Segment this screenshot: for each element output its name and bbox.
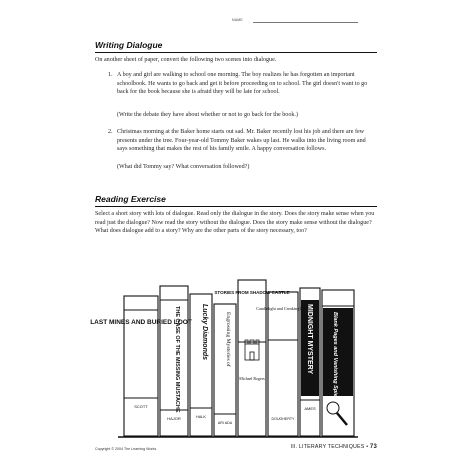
copyright-text: Copyright © 2004 The Learning Works bbox=[95, 447, 157, 451]
page-number: 73 bbox=[369, 444, 377, 450]
page-footer bbox=[291, 444, 377, 450]
book-1-author: SCOTT bbox=[134, 404, 148, 409]
item-1-text: A boy and girl are walking to school one morning. The boy realizes he has forgotten an important schoolbook. He wants to go back and get it before proceeding on to school. The girl doesn't want to go back for the book because she is afraid they will be late for school. bbox=[117, 72, 368, 96]
book-4-author: ARI ADA bbox=[217, 421, 233, 425]
book-1-title: LAST MINES AND BURIED LOOT bbox=[90, 319, 192, 326]
item-1-note: (Write the debate they have about whether or not to go back for the book.) bbox=[117, 112, 298, 118]
item-1-number: 1. bbox=[108, 72, 113, 78]
book-3-author: HALK bbox=[196, 415, 206, 419]
book-7-title: MIDNIGHT MYSTERY bbox=[306, 304, 313, 375]
book-3-title: Lucky Diamonds bbox=[201, 304, 208, 361]
book-7-author: AMES bbox=[304, 406, 316, 411]
name-label: NAME bbox=[232, 18, 243, 22]
item-2-number: 2. bbox=[108, 129, 113, 135]
book-2-spine bbox=[160, 286, 188, 436]
book-6-title: Candlelight and Creaking Stairs bbox=[256, 306, 310, 311]
reading-text: Select a short story with lots of dialogue. Read only the dialogue in the story. Does the story make sense when you read just the dialogue? Now read the story without the dialogue. Does the story make sense without the dialogue? What does dialogue add to a story? Why are the other parts of the story necessary, too? bbox=[95, 211, 375, 235]
book-5-title: STORIES FROM SHADOW CASTLE bbox=[214, 290, 290, 295]
reading-title-rule bbox=[95, 206, 377, 207]
item-2-text: Christmas morning at the Baker home starts out sad. Mr. Baker recently lost his job and there are few presents under the tree. Four-year-old Tommy Baker wakes up last. He walks into the living room and says something that makes the rest of his family smile. A happy conversation follows. bbox=[117, 129, 366, 153]
book-6-author: DOUGHERTY bbox=[271, 417, 295, 421]
book-2-author: HAJOR bbox=[167, 416, 181, 421]
book-4-spine bbox=[214, 304, 236, 436]
writing-intro: On another sheet of paper, convert the following two scenes into dialogue. bbox=[95, 57, 277, 63]
book-6-spine bbox=[268, 292, 298, 436]
book-2-title: THE CASE OF THE MISSING MUSTACHE bbox=[174, 306, 180, 413]
book-1-spine bbox=[124, 296, 158, 436]
writing-title-rule bbox=[95, 52, 377, 53]
writing-dialogue-title: Writing Dialogue bbox=[95, 40, 163, 50]
book-5-author: Michael Rogers bbox=[239, 376, 265, 381]
reading-exercise-title: Reading Exercise bbox=[95, 194, 166, 204]
name-field-line bbox=[253, 22, 358, 23]
book-8-title: Blank Pages and Vanishing Spies bbox=[332, 312, 338, 400]
bookshelf-illustration bbox=[90, 280, 358, 440]
book-5-spine bbox=[238, 280, 266, 436]
item-2-note: (What did Tommy say? What conversation followed?) bbox=[117, 164, 250, 170]
chapter-label: III. LITERARY TECHNIQUES • bbox=[290, 444, 369, 450]
book-4-title: Engrossing Mysteries of bbox=[225, 312, 231, 367]
